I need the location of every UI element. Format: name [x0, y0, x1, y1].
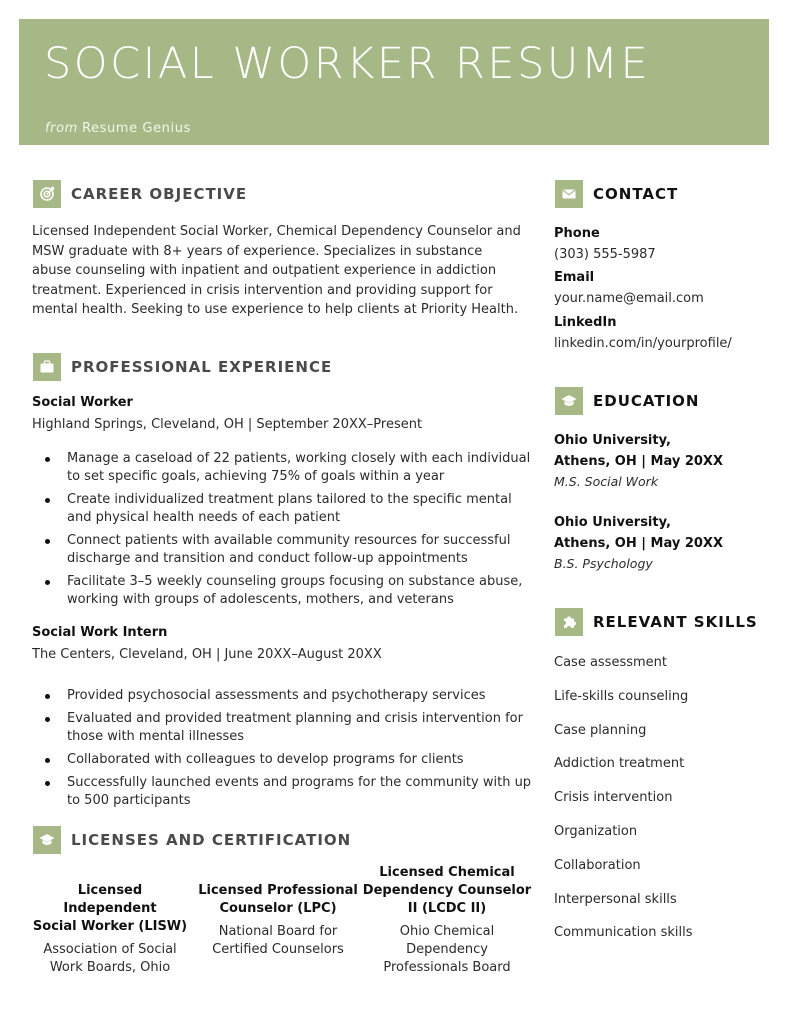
resume-title: SOCIAL WORKER RESUME — [44, 39, 651, 89]
envelope-icon — [555, 180, 583, 208]
email-link[interactable]: your.name@email.com — [554, 291, 704, 306]
graduation-cap-icon — [33, 826, 61, 854]
section-title: PROFESSIONAL EXPERIENCE — [71, 358, 333, 376]
list-item: Successfully launched events and programs for the community with up to 500 participants — [32, 774, 532, 810]
skills-list — [554, 652, 693, 956]
license-org — [362, 923, 532, 977]
skill-item: Life-skills counseling — [554, 688, 689, 704]
license-name-line: Social Worker (LISW) — [32, 919, 188, 934]
license-org-line: Association of Social — [43, 942, 177, 957]
licenses-heading — [33, 826, 351, 854]
license-item — [30, 882, 190, 977]
list-item: Create individualized treatment plans tailored to the specific mental and physical health needs of each patient — [32, 491, 532, 527]
education-degree: B.S. Psychology — [554, 556, 653, 571]
list-item: Manage a caseload of 22 patients, working closely with each individual to set specific goals, achieving 75% of goals within a year — [32, 450, 532, 486]
career-objective-text: Licensed Independent Social Worker, Chemical Dependency Counselor and MSW graduate with 8+ years of experience. Specializes in substance abuse counseling with inpatient and outpatient experience in addiction treatment. Experienced in crisis intervention and providing support for mental health. Seeking to use experience to help clients at Priority Health. — [32, 224, 521, 317]
section-title: LICENSES AND CERTIFICATION — [71, 831, 352, 849]
linkedin-label: LinkedIn — [554, 315, 617, 330]
job-meta: Highland Springs, Cleveland, OH | September 20XX–Present — [32, 417, 423, 432]
education-location-date: Athens, OH | May 20XX — [554, 536, 723, 551]
skill-item: Organization — [554, 823, 638, 839]
list-item: Evaluated and provided treatment planning and crisis intervention for those with mental illnesses — [32, 710, 532, 746]
source-name: Resume Genius — [81, 121, 191, 136]
section-title: CAREER OBJECTIVE — [71, 185, 248, 203]
license-org-line: Professionals Board — [383, 960, 511, 975]
license-name-line: II (LCDC II) — [407, 901, 487, 916]
skill-item: Case planning — [554, 722, 647, 738]
phone-label: Phone — [554, 226, 600, 241]
education-school: Ohio University, — [554, 433, 671, 448]
section-title: CONTACT — [593, 185, 679, 203]
briefcase-icon — [33, 353, 61, 381]
license-org — [198, 923, 358, 959]
career-objective-heading — [33, 180, 247, 208]
license-name — [362, 864, 532, 918]
license-org-line: Ohio Chemical — [399, 924, 495, 939]
list-item: Facilitate 3–5 weekly counseling groups focusing on substance abuse, working with groups of adolescents, mothers, and veterans — [32, 573, 532, 609]
resume-source — [45, 121, 191, 136]
license-org-line: Certified Counselors — [212, 942, 344, 957]
experience-heading — [33, 353, 332, 381]
license-item — [198, 882, 358, 959]
job-bullets — [32, 687, 532, 815]
job-meta: The Centers, Cleveland, OH | June 20XX–August 20XX — [32, 647, 382, 662]
target-icon — [33, 180, 61, 208]
skill-item: Collaboration — [554, 857, 641, 873]
license-name-line: Licensed Professional — [198, 883, 358, 898]
education-heading — [555, 387, 699, 415]
license-item — [362, 864, 532, 977]
license-name-line: Dependency Counselor — [362, 883, 532, 898]
license-org-line: National Board for — [218, 924, 338, 939]
education-school: Ohio University, — [554, 515, 671, 530]
skill-item: Crisis intervention — [554, 790, 673, 806]
linkedin-link[interactable]: linkedin.com/in/yourprofile/ — [554, 336, 732, 351]
license-org — [30, 941, 190, 977]
skill-item: Communication skills — [554, 925, 693, 941]
phone-value: (303) 555-5987 — [554, 247, 656, 262]
from-label: from — [45, 121, 78, 136]
resume-header — [19, 19, 769, 145]
license-name-line: Licensed Chemical — [379, 865, 515, 880]
contact-heading — [555, 180, 678, 208]
license-name-line: Counselor (LPC) — [219, 901, 337, 916]
license-org-line: Work Boards, Ohio — [49, 960, 171, 975]
list-item: Provided psychosocial assessments and psychotherapy services — [32, 687, 532, 705]
job-title: Social Worker — [32, 395, 133, 410]
education-degree: M.S. Social Work — [554, 474, 659, 489]
graduation-cap-icon — [555, 387, 583, 415]
list-item: Connect patients with available community resources for successful discharge and transition and conduct follow-up appointments — [32, 532, 532, 568]
puzzle-icon — [555, 608, 583, 636]
section-title: EDUCATION — [593, 392, 700, 410]
email-label: Email — [554, 270, 595, 285]
license-name — [198, 882, 358, 918]
license-name-line: Licensed Independent — [63, 883, 157, 916]
skill-item: Addiction treatment — [554, 756, 685, 772]
license-name — [30, 882, 190, 936]
skills-heading — [555, 608, 758, 636]
education-location-date: Athens, OH | May 20XX — [554, 454, 723, 469]
list-item: Collaborated with colleagues to develop programs for clients — [32, 751, 532, 769]
skill-item: Interpersonal skills — [554, 891, 677, 907]
section-title: RELEVANT SKILLS — [593, 613, 758, 631]
job-bullets — [32, 450, 532, 614]
license-org-line: Dependency — [406, 942, 488, 957]
job-title: Social Work Intern — [32, 625, 168, 640]
skill-item: Case assessment — [554, 655, 668, 670]
